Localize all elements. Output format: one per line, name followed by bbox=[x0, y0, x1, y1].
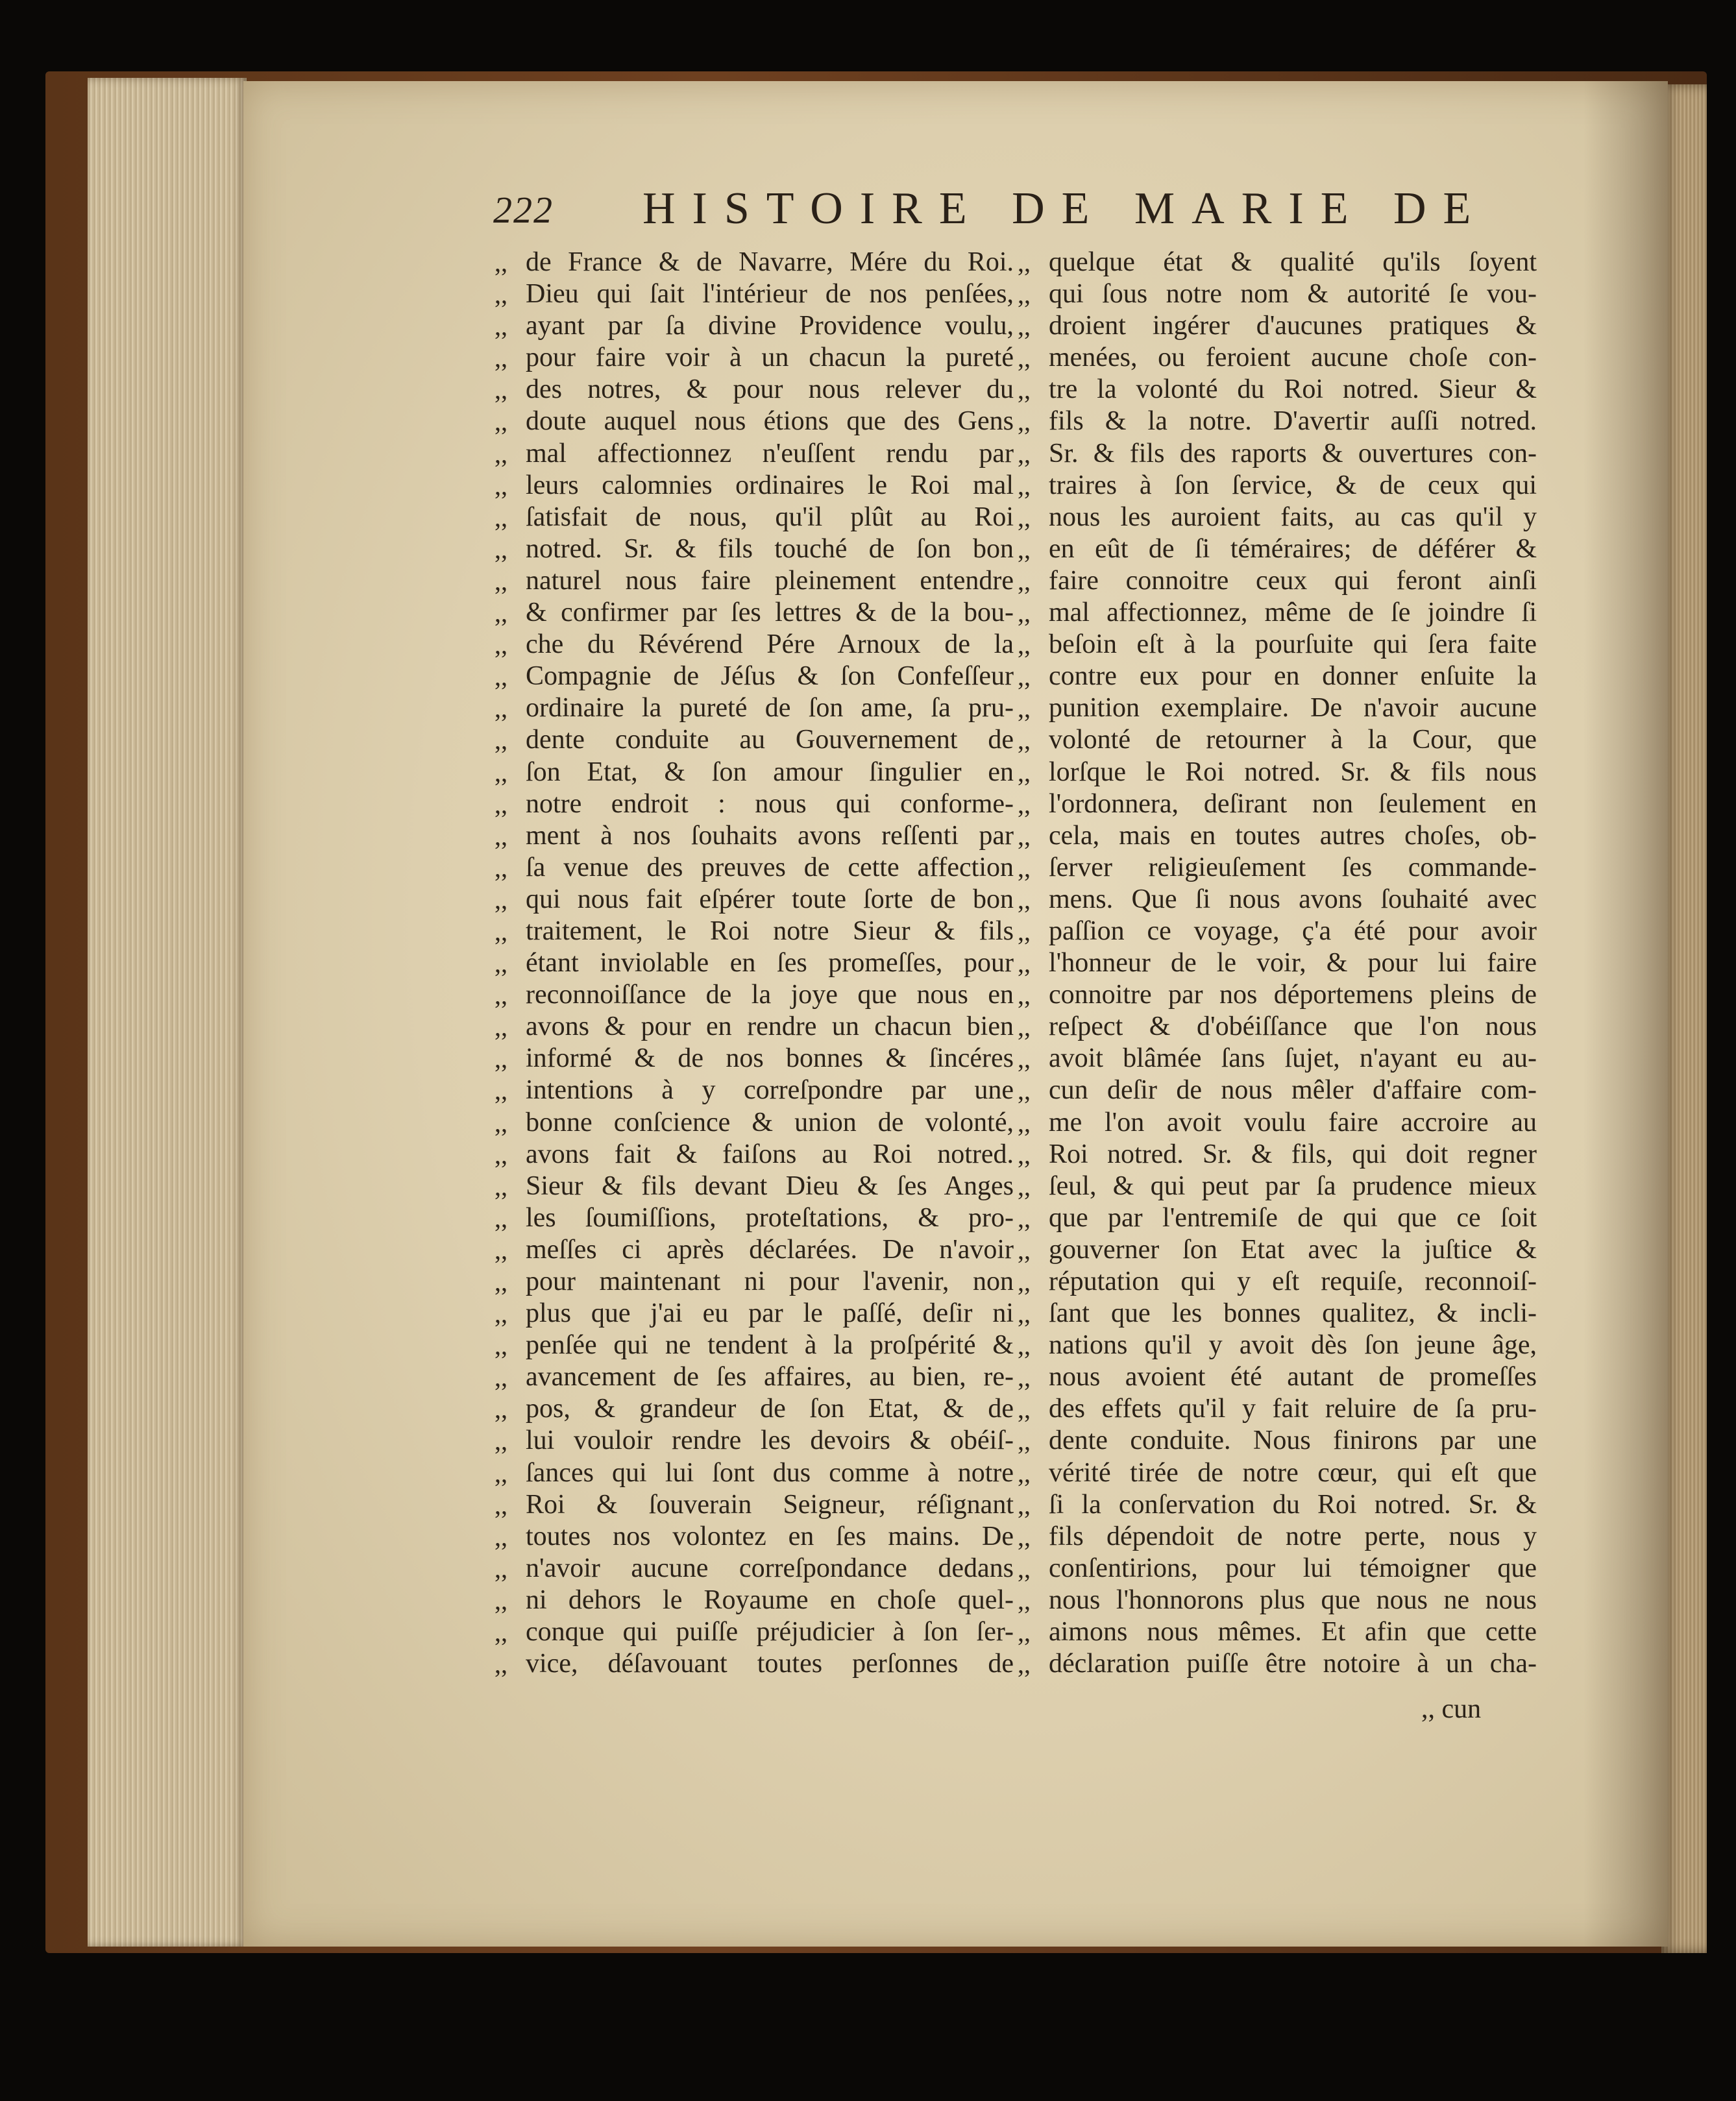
quotation-mark: ,, bbox=[495, 280, 507, 310]
quotation-mark: ,, bbox=[495, 1267, 507, 1296]
text-line bbox=[1018, 1648, 1537, 1680]
text-line bbox=[1018, 502, 1537, 533]
text-line bbox=[1018, 247, 1537, 278]
text-line bbox=[495, 565, 1014, 597]
quotation-mark: ,, bbox=[1018, 1363, 1031, 1392]
line-text: pos, & grandeur de ſon Etat, & de bbox=[526, 1394, 1014, 1424]
quotation-mark: ,, bbox=[495, 311, 507, 341]
quotation-mark: ,, bbox=[1018, 470, 1031, 500]
line-text: naturel nous faire pleinement entendre bbox=[526, 565, 1014, 596]
quotation-mark: ,, bbox=[495, 502, 507, 532]
quotation-mark: ,, bbox=[495, 1458, 507, 1488]
line-text: cun deſir de nous mêler d'affaire com- bbox=[1049, 1075, 1537, 1106]
text-line bbox=[495, 1489, 1014, 1521]
line-text: connoitre par nos déportemens pleins de bbox=[1049, 980, 1537, 1010]
quotation-mark: ,, bbox=[495, 949, 507, 978]
quotation-mark: ,, bbox=[495, 248, 507, 277]
quotation-mark: ,, bbox=[1018, 853, 1031, 882]
text-line bbox=[495, 1171, 1014, 1202]
text-line bbox=[1018, 1011, 1537, 1043]
line-text: vice, déſavouant toutes perſonnes de bbox=[526, 1649, 1014, 1679]
quotation-mark: ,, bbox=[495, 853, 507, 882]
quotation-mark: ,, bbox=[1018, 725, 1031, 755]
line-text: dente conduite. Nous finirons par une bbox=[1049, 1426, 1537, 1456]
line-text: cela, mais en toutes autres choſes, ob- bbox=[1049, 820, 1537, 851]
text-line bbox=[1018, 1425, 1537, 1457]
quotation-mark: ,, bbox=[1018, 1012, 1031, 1042]
text-line bbox=[495, 1457, 1014, 1489]
text-line bbox=[495, 278, 1014, 310]
quotation-mark: ,, bbox=[1018, 1331, 1031, 1361]
text-line bbox=[1018, 1457, 1537, 1489]
line-text: ſances qui lui ſont dus comme à notre bbox=[526, 1457, 1014, 1488]
line-text: reconnoiſſance de la joye que nous en bbox=[526, 980, 1014, 1010]
quotation-mark: ,, bbox=[1018, 280, 1031, 310]
text-line bbox=[1018, 788, 1537, 820]
text-line bbox=[495, 692, 1014, 724]
text-line bbox=[495, 979, 1014, 1011]
quotation-mark: ,, bbox=[495, 884, 507, 914]
line-text: lorſque le Roi notred. Sr. & fils nous bbox=[1049, 757, 1537, 787]
quotation-mark: ,, bbox=[495, 694, 507, 723]
text-line bbox=[1018, 278, 1537, 310]
text-line bbox=[495, 1585, 1014, 1616]
line-text: leurs calomnies ordinaires le Roi mal bbox=[526, 470, 1014, 500]
text-line bbox=[1018, 438, 1537, 470]
line-text: penſée qui ne tendent à la proſpérité & bbox=[526, 1330, 1014, 1361]
line-text: faire connoitre ceux qui feront ainſi bbox=[1049, 565, 1537, 596]
line-text: ſerver religieuſement ſes commande- bbox=[1049, 852, 1537, 882]
quotation-mark: ,, bbox=[495, 1235, 507, 1265]
quotation-mark: ,, bbox=[1018, 949, 1031, 978]
line-text: menées, ou feroient aucune choſe con- bbox=[1049, 343, 1537, 373]
running-title: HISTOIRE DE MARIE DE bbox=[642, 184, 1488, 234]
quotation-mark: ,, bbox=[495, 1044, 507, 1074]
quotation-mark: ,, bbox=[1018, 439, 1031, 468]
line-text: n'avoir aucune correſpondance dedans bbox=[526, 1553, 1014, 1583]
line-text: ayant par ſa divine Providence voulu, bbox=[526, 311, 1014, 341]
line-text: doute auquel nous étions que des Gens bbox=[526, 406, 1014, 437]
quotation-mark: ,, bbox=[1018, 1585, 1031, 1615]
text-line bbox=[495, 1393, 1014, 1425]
text-line bbox=[1018, 979, 1537, 1011]
line-text: ſant que les bonnes qualitez, & incli- bbox=[1049, 1298, 1537, 1329]
quotation-mark: ,, bbox=[495, 566, 507, 596]
quotation-mark: ,, bbox=[1018, 1553, 1031, 1583]
line-text: paſſion ce voyage, ç'a été pour avoir bbox=[1049, 916, 1537, 946]
line-text: les ſoumiſſions, proteſtations, & pro- bbox=[526, 1202, 1014, 1233]
quotation-mark: ,, bbox=[1018, 757, 1031, 787]
text-line bbox=[495, 1298, 1014, 1330]
quotation-mark: ,, bbox=[495, 375, 507, 405]
page-header bbox=[493, 183, 1488, 235]
quotation-mark: ,, bbox=[1018, 1299, 1031, 1329]
text-line bbox=[1018, 757, 1537, 788]
line-text: plus que j'ai eu par le paſſé, deſir ni bbox=[526, 1298, 1014, 1329]
line-text: fils & la notre. D'avertir auſſi notred. bbox=[1049, 406, 1537, 437]
quotation-mark: ,, bbox=[495, 1426, 507, 1456]
text-line bbox=[1018, 565, 1537, 597]
quotation-mark: ,, bbox=[495, 598, 507, 628]
text-line bbox=[495, 947, 1014, 979]
quotation-mark: ,, bbox=[495, 630, 507, 660]
text-line bbox=[1018, 1361, 1537, 1393]
line-text: pour faire voir à un chacun la pureté bbox=[526, 343, 1014, 373]
page-edges-right bbox=[1661, 84, 1707, 1953]
quotation-mark: ,, bbox=[1018, 502, 1031, 532]
line-text: déclaration puiſſe être notoire à un cha- bbox=[1049, 1649, 1537, 1679]
quotation-mark: ,, bbox=[1018, 884, 1031, 914]
text-line bbox=[1018, 1043, 1537, 1075]
text-line bbox=[495, 1043, 1014, 1075]
text-line bbox=[1018, 1330, 1537, 1361]
line-text: mal affectionnez n'euſſent rendu par bbox=[526, 438, 1014, 468]
text-line bbox=[1018, 1171, 1537, 1202]
quotation-mark: ,, bbox=[1018, 375, 1031, 405]
line-text: droient ingérer d'aucunes pratiques & bbox=[1049, 311, 1537, 341]
text-line bbox=[495, 1616, 1014, 1648]
text-line bbox=[1018, 1266, 1537, 1298]
line-text: punition exemplaire. De n'avoir aucune bbox=[1049, 693, 1537, 723]
quotation-mark: ,, bbox=[1018, 630, 1031, 660]
line-text: contre eux pour en donner enſuite la bbox=[1049, 661, 1537, 692]
page-number: 222 bbox=[493, 189, 554, 231]
quotation-mark: ,, bbox=[495, 1585, 507, 1615]
text-line bbox=[1018, 629, 1537, 661]
line-text: ordinaire la pureté de ſon ame, ſa pru- bbox=[526, 693, 1014, 723]
line-text: en eût de ſi téméraires; de déférer & bbox=[1049, 533, 1537, 564]
line-text: lui vouloir rendre les devoirs & obéiſ- bbox=[526, 1426, 1014, 1456]
quotation-mark: ,, bbox=[1018, 662, 1031, 692]
text-line bbox=[495, 374, 1014, 406]
quotation-mark: ,, bbox=[495, 470, 507, 500]
text-line bbox=[495, 1266, 1014, 1298]
line-text: traitement, le Roi notre Sieur & fils bbox=[526, 916, 1014, 946]
text-line bbox=[495, 1234, 1014, 1266]
quotation-mark: ,, bbox=[1018, 1618, 1031, 1647]
quotation-mark: ,, bbox=[1018, 1044, 1031, 1074]
quotation-mark: ,, bbox=[495, 980, 507, 1010]
text-line bbox=[1018, 1393, 1537, 1425]
quotation-mark: ,, bbox=[1018, 1139, 1031, 1169]
quotation-mark: ,, bbox=[1018, 407, 1031, 437]
line-text: beſoin eſt à la pourſuite qui ſera faite bbox=[1049, 629, 1537, 660]
line-text: Dieu qui ſait l'intérieur de nos penſées, bbox=[526, 279, 1014, 310]
quotation-mark: ,, bbox=[495, 1490, 507, 1520]
gutter-shadow bbox=[1583, 81, 1668, 1947]
line-text: Roi notred. Sr. & fils, qui doit regner bbox=[1049, 1139, 1537, 1169]
line-text: avancement de ſes affaires, au bien, re- bbox=[526, 1362, 1014, 1392]
quotation-mark: ,, bbox=[495, 757, 507, 787]
line-text: l'honneur de le voir, & pour lui faire bbox=[1049, 948, 1537, 978]
quotation-mark: ,, bbox=[495, 534, 507, 564]
line-text: ſeul, & qui peut par ſa prudence mieux bbox=[1049, 1171, 1537, 1201]
quotation-mark: ,, bbox=[495, 1108, 507, 1137]
right-text-column bbox=[1018, 247, 1537, 1680]
text-line bbox=[1018, 1521, 1537, 1553]
text-line bbox=[495, 852, 1014, 884]
line-text: nous les auroient faits, au cas qu'il y bbox=[1049, 502, 1537, 532]
text-line bbox=[1018, 1553, 1537, 1585]
quotation-mark: ,, bbox=[495, 1139, 507, 1169]
text-line bbox=[1018, 597, 1537, 629]
text-line bbox=[1018, 1489, 1537, 1521]
text-line bbox=[495, 1521, 1014, 1553]
line-text: fils dépendoit de notre perte, nous y bbox=[1049, 1521, 1537, 1551]
text-line bbox=[1018, 1139, 1537, 1171]
line-text: notre endroit : nous qui conforme- bbox=[526, 788, 1014, 819]
quotation-mark: ,, bbox=[1018, 1649, 1031, 1679]
text-line bbox=[495, 661, 1014, 692]
line-text: nous avoient été autant de promeſſes bbox=[1049, 1362, 1537, 1392]
quotation-mark: ,, bbox=[495, 662, 507, 692]
text-line bbox=[495, 342, 1014, 374]
line-text: informé & de nos bonnes & ſincéres bbox=[526, 1043, 1014, 1074]
line-text: conſentirions, pour lui témoigner que bbox=[1049, 1553, 1537, 1583]
quotation-mark: ,, bbox=[1018, 566, 1031, 596]
text-line bbox=[495, 247, 1014, 278]
line-text: avons & pour en rendre un chacun bien bbox=[526, 1012, 1014, 1042]
line-text: me l'on avoit voulu faire accroire au bbox=[1049, 1107, 1537, 1137]
line-text: ſi la conſervation du Roi notred. Sr. & bbox=[1049, 1489, 1537, 1520]
page-edges-left bbox=[88, 78, 247, 1947]
quotation-mark: ,, bbox=[1018, 916, 1031, 946]
line-text: tre la volonté du Roi notred. Sieur & bbox=[1049, 374, 1537, 405]
quotation-mark: ,, bbox=[1018, 1426, 1031, 1456]
line-text: Compagnie de Jéſus & ſon Confeſſeur bbox=[526, 661, 1014, 692]
line-text: reſpect & d'obéiſſance que l'on nous bbox=[1049, 1012, 1537, 1042]
quotation-mark: ,, bbox=[1018, 1394, 1031, 1424]
quotation-mark: ,, bbox=[495, 1076, 507, 1106]
quotation-mark: ,, bbox=[1018, 1458, 1031, 1488]
line-text: ment à nos ſouhaits avons reſſenti par bbox=[526, 820, 1014, 851]
text-line bbox=[495, 502, 1014, 533]
text-line bbox=[1018, 692, 1537, 724]
text-line bbox=[1018, 310, 1537, 342]
line-text: vérité tirée de notre cœur, qui eſt que bbox=[1049, 1457, 1537, 1488]
text-line bbox=[495, 1139, 1014, 1171]
text-line bbox=[495, 438, 1014, 470]
quotation-mark: ,, bbox=[495, 1394, 507, 1424]
text-line bbox=[1018, 852, 1537, 884]
line-text: qui ſous notre nom & autorité ſe vou- bbox=[1049, 279, 1537, 310]
text-line bbox=[1018, 1202, 1537, 1234]
text-line bbox=[495, 884, 1014, 916]
line-text: toutes nos volontez en ſes mains. De bbox=[526, 1521, 1014, 1551]
text-line bbox=[495, 916, 1014, 947]
quotation-mark: ,, bbox=[495, 1618, 507, 1647]
quotation-mark: ,, bbox=[1018, 1203, 1031, 1233]
line-text: notred. Sr. & fils touché de ſon bon bbox=[526, 533, 1014, 564]
quotation-mark: ,, bbox=[495, 916, 507, 946]
line-text: intentions à y correſpondre par une bbox=[526, 1075, 1014, 1106]
quotation-mark: ,, bbox=[495, 1522, 507, 1551]
line-text: mens. Que ſi nous avons ſouhaité avec bbox=[1049, 884, 1537, 914]
text-line bbox=[495, 533, 1014, 565]
quotation-mark: ,, bbox=[495, 1299, 507, 1329]
line-text: conque qui puiſſe préjudicier à ſon ſer- bbox=[526, 1617, 1014, 1647]
line-text: traires à ſon ſervice, & de ceux qui bbox=[1049, 470, 1537, 500]
text-line bbox=[1018, 724, 1537, 756]
text-line bbox=[495, 597, 1014, 629]
quotation-mark: ,, bbox=[1018, 1522, 1031, 1551]
line-text: ni dehors le Royaume en choſe quel- bbox=[526, 1585, 1014, 1615]
text-line bbox=[1018, 470, 1537, 502]
left-text-column bbox=[495, 247, 1014, 1680]
text-line bbox=[495, 310, 1014, 342]
line-text: & confirmer par ſes lettres & de la bou- bbox=[526, 598, 1014, 628]
line-text: l'ordonnera, deſirant non ſeulement en bbox=[1049, 788, 1537, 819]
text-line bbox=[495, 1202, 1014, 1234]
quotation-mark: ,, bbox=[1018, 980, 1031, 1010]
line-text: avoit blâmée ſans ſujet, n'ayant eu au- bbox=[1049, 1043, 1537, 1074]
quotation-mark: ,, bbox=[495, 725, 507, 755]
line-text: réputation qui y eſt requiſe, reconnoiſ- bbox=[1049, 1267, 1537, 1296]
line-text: ſon Etat, & ſon amour ſingulier en bbox=[526, 757, 1014, 787]
line-text: bonne conſcience & union de volonté, bbox=[526, 1107, 1014, 1137]
line-text: pour maintenant ni pour l'avenir, non bbox=[526, 1267, 1014, 1296]
quotation-mark: ,, bbox=[1018, 789, 1031, 819]
quotation-mark: ,, bbox=[1018, 1235, 1031, 1265]
quotation-mark: ,, bbox=[1018, 598, 1031, 628]
line-text: Roi & ſouverain Seigneur, réſignant bbox=[526, 1489, 1014, 1520]
text-line bbox=[495, 1107, 1014, 1139]
quotation-mark: ,, bbox=[495, 1171, 507, 1201]
line-text: étant inviolable en ſes promeſſes, pour bbox=[526, 948, 1014, 978]
text-line bbox=[1018, 1075, 1537, 1106]
line-text: ſatisfait de nous, qu'il plût au Roi bbox=[526, 502, 1014, 532]
quotation-mark: ,, bbox=[1018, 1076, 1031, 1106]
quotation-mark: ,, bbox=[495, 821, 507, 851]
line-text: che du Révérend Pére Arnoux de la bbox=[526, 629, 1014, 660]
line-text: quelque état & qualité qu'ils ſoyent bbox=[1049, 247, 1537, 277]
quotation-mark: ,, bbox=[1018, 694, 1031, 723]
text-line bbox=[495, 1330, 1014, 1361]
line-text: des effets qu'il y fait reluire de ſa pru- bbox=[1049, 1394, 1537, 1424]
line-text: Sieur & fils devant Dieu & ſes Anges bbox=[526, 1171, 1014, 1201]
text-line bbox=[1018, 1107, 1537, 1139]
quotation-mark: ,, bbox=[1018, 248, 1031, 277]
quotation-mark: ,, bbox=[1018, 1108, 1031, 1137]
text-line bbox=[1018, 1234, 1537, 1266]
line-text: qui nous fait eſpérer toute ſorte de bon bbox=[526, 884, 1014, 914]
line-text: ſa venue des preuves de cette affection bbox=[526, 852, 1014, 882]
catchword: ,, cun bbox=[1421, 1694, 1482, 1724]
quotation-mark: ,, bbox=[495, 1331, 507, 1361]
text-line bbox=[495, 629, 1014, 661]
line-text: de France & de Navarre, Mére du Roi. bbox=[526, 247, 1014, 277]
text-line bbox=[495, 1648, 1014, 1680]
quotation-mark: ,, bbox=[1018, 821, 1031, 851]
text-line bbox=[1018, 661, 1537, 692]
text-line bbox=[1018, 1616, 1537, 1648]
quotation-mark: ,, bbox=[1018, 534, 1031, 564]
quotation-mark: ,, bbox=[495, 1649, 507, 1679]
line-text: que par l'entremiſe de qui que ce ſoit bbox=[1049, 1202, 1537, 1233]
line-text: gouverner ſon Etat avec la juſtice & bbox=[1049, 1234, 1537, 1265]
quotation-mark: ,, bbox=[1018, 1267, 1031, 1296]
quotation-mark: ,, bbox=[495, 343, 507, 373]
line-text: volonté de retourner à la Cour, que bbox=[1049, 725, 1537, 755]
quotation-mark: ,, bbox=[495, 789, 507, 819]
quotation-mark: ,, bbox=[1018, 1171, 1031, 1201]
text-line bbox=[1018, 916, 1537, 947]
text-line bbox=[1018, 1585, 1537, 1616]
quotation-mark: ,, bbox=[495, 1553, 507, 1583]
text-line bbox=[495, 757, 1014, 788]
text-line bbox=[1018, 820, 1537, 852]
text-line bbox=[495, 788, 1014, 820]
line-text: Sr. & fils des raports & ouvertures con- bbox=[1049, 438, 1537, 468]
quotation-mark: ,, bbox=[495, 439, 507, 468]
line-text: nations qu'il y avoit dès ſon jeune âge, bbox=[1049, 1330, 1537, 1361]
text-line bbox=[1018, 1298, 1537, 1330]
quotation-mark: ,, bbox=[495, 1363, 507, 1392]
quotation-mark: ,, bbox=[1018, 311, 1031, 341]
text-line bbox=[1018, 947, 1537, 979]
text-line bbox=[1018, 406, 1537, 437]
text-line bbox=[1018, 342, 1537, 374]
text-line bbox=[495, 820, 1014, 852]
text-line bbox=[495, 1553, 1014, 1585]
line-text: dente conduite au Gouvernement de bbox=[526, 725, 1014, 755]
text-line bbox=[495, 1075, 1014, 1106]
line-text: aimons nous mêmes. Et afin que cette bbox=[1049, 1617, 1537, 1647]
line-text: mal affectionnez, même de ſe joindre ſi bbox=[1049, 598, 1537, 628]
quotation-mark: ,, bbox=[495, 407, 507, 437]
text-line bbox=[495, 1425, 1014, 1457]
line-text: meſſes ci après déclarées. De n'avoir bbox=[526, 1234, 1014, 1265]
text-line bbox=[495, 470, 1014, 502]
text-line bbox=[495, 724, 1014, 756]
line-text: avons fait & faiſons au Roi notred. bbox=[526, 1139, 1014, 1169]
text-line bbox=[1018, 374, 1537, 406]
quotation-mark: ,, bbox=[1018, 343, 1031, 373]
text-line bbox=[1018, 884, 1537, 916]
quotation-mark: ,, bbox=[495, 1012, 507, 1042]
line-text: des notres, & pour nous relever du bbox=[526, 374, 1014, 405]
text-line bbox=[495, 1011, 1014, 1043]
text-line bbox=[495, 406, 1014, 437]
quotation-mark: ,, bbox=[495, 1203, 507, 1233]
quotation-mark: ,, bbox=[1018, 1490, 1031, 1520]
text-line bbox=[1018, 533, 1537, 565]
text-line bbox=[495, 1361, 1014, 1393]
line-text: nous l'honnorons plus que nous ne nous bbox=[1049, 1585, 1537, 1615]
